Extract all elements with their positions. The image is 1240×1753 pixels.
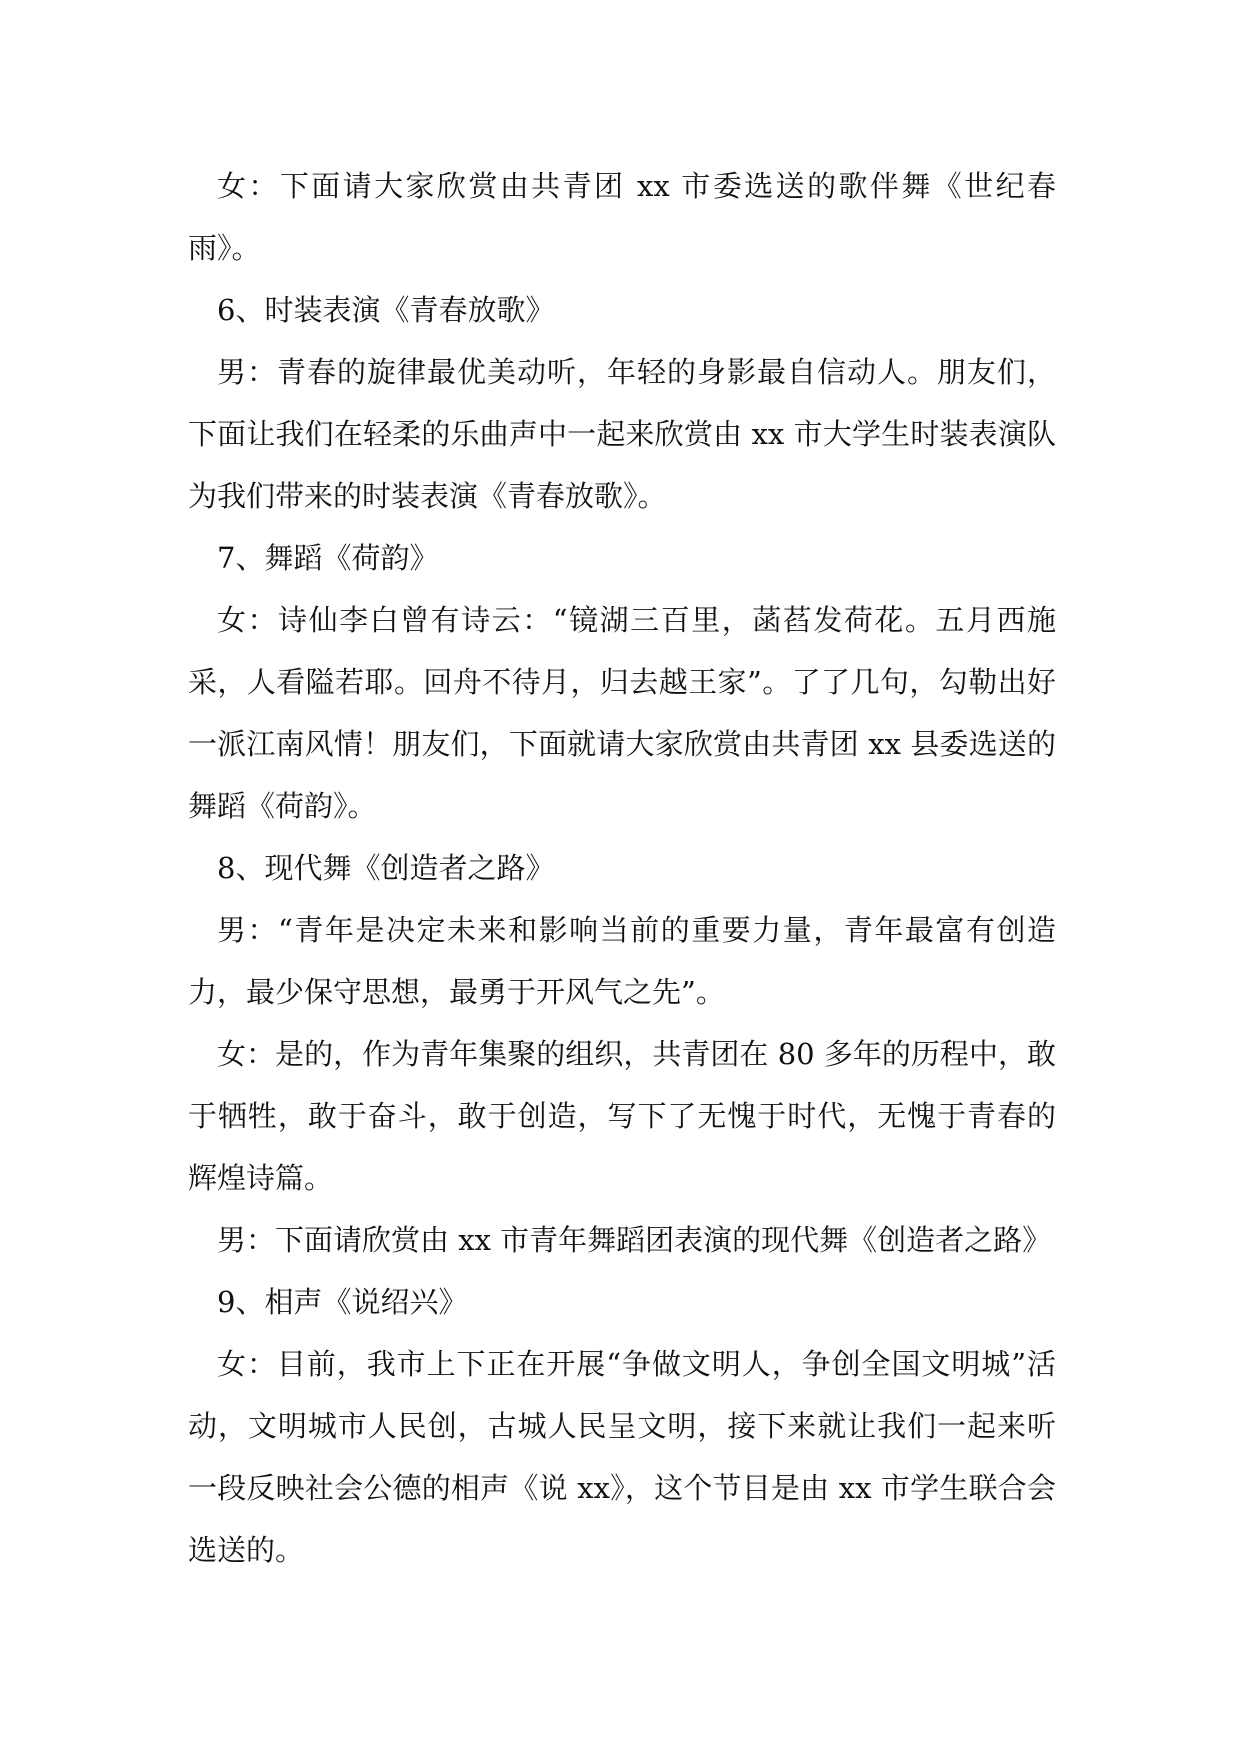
section-heading: 8、现代舞《创造者之路》: [217, 851, 555, 885]
section-heading: 6、时装表演《青春放歌》: [217, 293, 555, 327]
paragraph: 女：目前，我市上下正在开展“争做文明人，争创全国文明城”活动，文明城市人民创，古城人民呈文明，接下来就让我们一起来听一段反映社会公德的相声《说 xx》，这个节目是由 xx 市学生联合会选送的。: [188, 1347, 1056, 1567]
section-heading: 9、相声《说绍兴》: [217, 1285, 468, 1319]
paragraph: 男：“青年是决定未来和影响当前的重要力量，青年最富有创造力，最少保守思想，最勇于开风气之先”。: [188, 913, 1056, 1009]
paragraph: 男：青春的旋律最优美动听，年轻的身影最自信动人。朋友们，下面让我们在轻柔的乐曲声中一起来欣赏由 xx 市大学生时装表演队为我们带来的时装表演《青春放歌》。: [188, 355, 1056, 513]
paragraph: 女：是的，作为青年集聚的组织，共青团在 80 多年的历程中，敢于牺牲，敢于奋斗，敢于创造，写下了无愧于时代，无愧于青春的辉煌诗篇。: [188, 1037, 1056, 1195]
paragraph: 女：下面请大家欣赏由共青团 xx 市委选送的歌伴舞《世纪春雨》。: [188, 169, 1056, 265]
paragraph: 女：诗仙李白曾有诗云：“镜湖三百里，菡萏发荷花。五月西施采，人看隘若耶。回舟不待月，归去越王家”。了了几句，勾勒出好一派江南风情！朋友们，下面就请大家欣赏由共青团 xx 县委选送的舞蹈《荷韵》。: [188, 603, 1056, 823]
section-heading: 7、舞蹈《荷韵》: [217, 541, 439, 575]
paragraph: 男：下面请欣赏由 xx 市青年舞蹈团表演的现代舞《创造者之路》: [217, 1223, 1052, 1257]
document-body: [188, 155, 1056, 1581]
